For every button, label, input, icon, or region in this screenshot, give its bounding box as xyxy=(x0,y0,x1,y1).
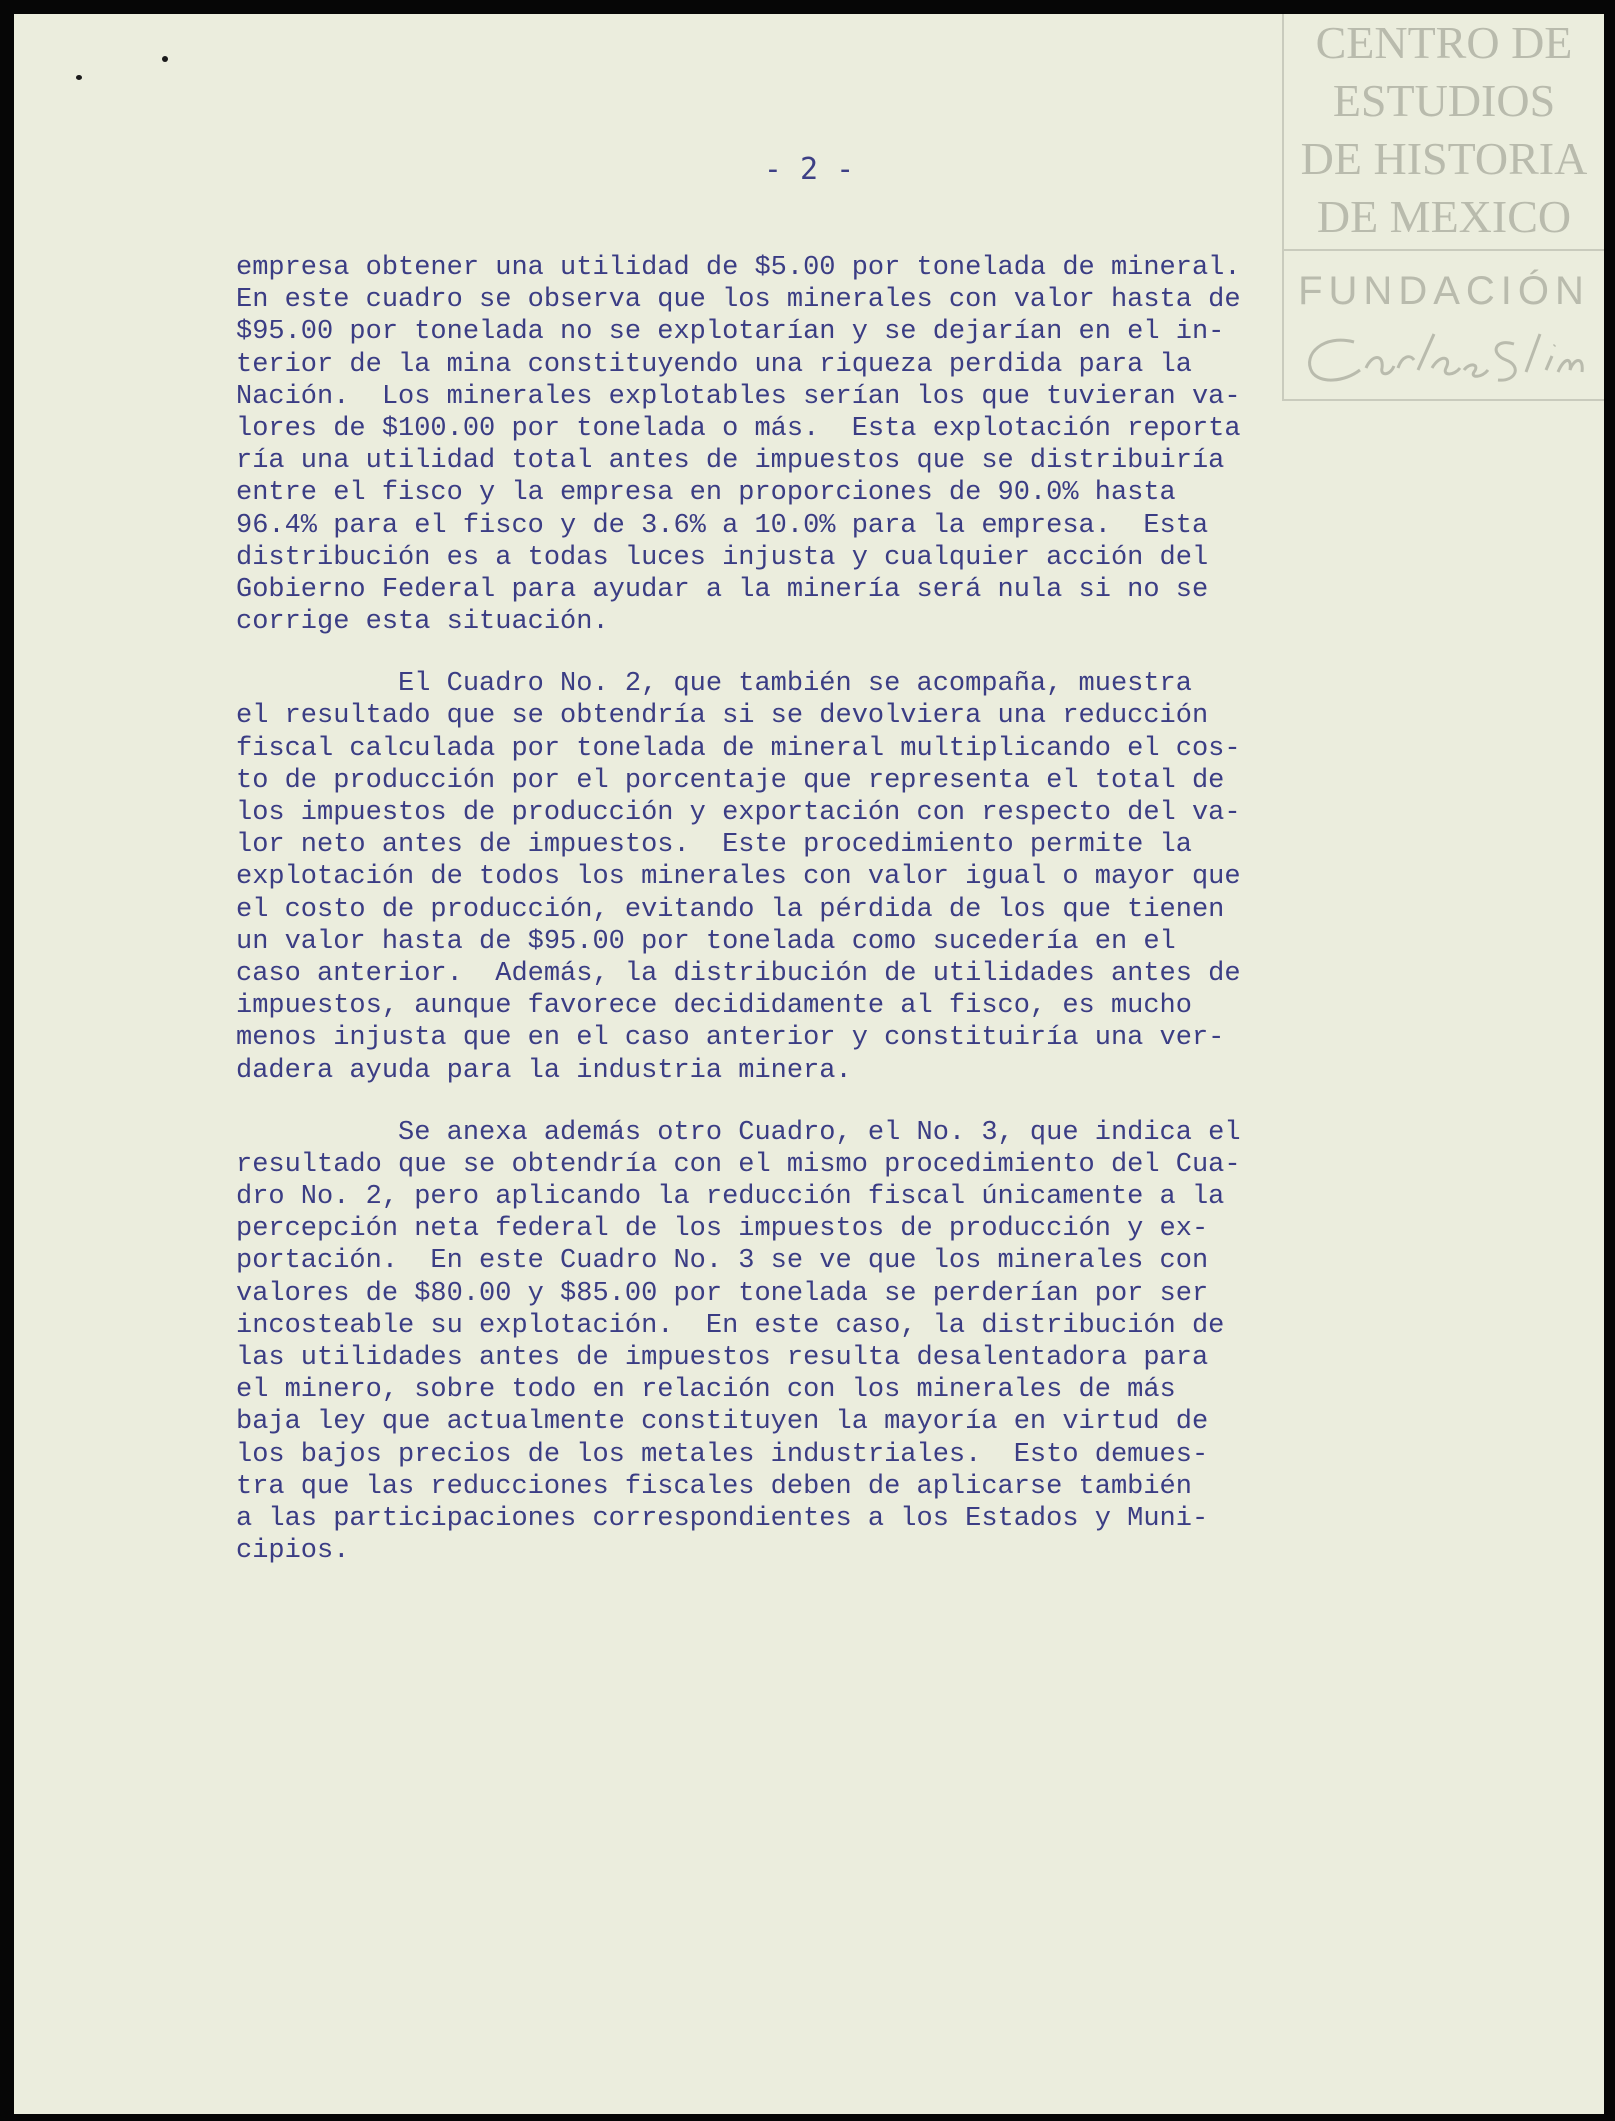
paragraph-spacer xyxy=(236,1087,1456,1117)
text-line: un valor hasta de $95.00 por tonelada como sucedería en el xyxy=(236,926,1176,957)
text-line: tra que las reducciones fiscales deben de aplicarse también xyxy=(236,1471,1192,1502)
watermark-line: DE MEXICO xyxy=(1316,191,1572,242)
text-line: to de producción por el porcentaje que representa el total de xyxy=(236,765,1225,796)
watermark-divider xyxy=(1284,249,1604,251)
text-line: lores de $100.00 por tonelada o más. Esta explotación reporta xyxy=(236,413,1241,444)
letter-body xyxy=(236,252,1456,1567)
text-line: impuestos, aunque favorece decididamente al fisco, es mucho xyxy=(236,991,1192,1022)
text-line: dro No. 2, pero aplicando la reducción fiscal únicamente a la xyxy=(236,1182,1225,1213)
text-line: a las participaciones correspondientes a los Estados y Muni- xyxy=(236,1503,1209,1534)
paragraph-spacer xyxy=(236,638,1456,668)
text-line: el resultado que se obtendría si se devolviera una reducción xyxy=(236,701,1209,732)
text-line: explotación de todos los minerales con valor igual o mayor que xyxy=(236,862,1241,893)
text-line: fiscal calculada por tonelada de mineral multiplicando el cos- xyxy=(236,733,1241,764)
text-line: caso anterior. Además, la distribución de utilidades antes de xyxy=(236,958,1241,989)
text-line: las utilidades antes de impuestos resulta desalentadora para xyxy=(236,1343,1209,1373)
watermark-title xyxy=(1284,14,1604,246)
text-line: Gobierno Federal para ayudar a la minería será nula si no se xyxy=(236,574,1209,605)
text-line: $95.00 por tonelada no se explotarían y se dejarían en el in- xyxy=(236,317,1225,348)
text-line: ría una utilidad total antes de impuestos que se distribuiría xyxy=(236,446,1225,477)
text-line: empresa obtener una utilidad de $5.00 por tonelada de mineral. xyxy=(236,253,1241,283)
text-line: Nación. Los minerales explotables serían los que tuvieran va- xyxy=(236,381,1241,412)
text-line: los impuestos de producción y exportación con respecto del va- xyxy=(236,798,1241,828)
paragraph xyxy=(236,252,1456,638)
text-line: 96.4% para el fisco y de 3.6% a 10.0% para la empresa. Esta xyxy=(236,510,1209,541)
text-line: lor neto antes de impuestos. Este procedimiento permite la xyxy=(236,830,1192,861)
text-line: el minero, sobre todo en relación con los minerales de más xyxy=(236,1375,1176,1406)
text-line: portación. En este Cuadro No. 3 se ve que los minerales con xyxy=(236,1246,1209,1277)
watermark-line: DE HISTORIA xyxy=(1300,133,1588,184)
text-line: distribución es a todas luces injusta y cualquier acción del xyxy=(236,542,1209,573)
text-line: los bajos precios de los metales industriales. Esto demues- xyxy=(236,1439,1209,1470)
paragraph xyxy=(236,1117,1456,1568)
ink-speck xyxy=(162,56,168,62)
text-line: Se anexa además otro Cuadro, el No. 3, que indica el xyxy=(236,1117,1241,1148)
page-number: - 2 - xyxy=(763,152,855,187)
text-line: El Cuadro No. 2, que también se acompaña, muestra xyxy=(236,669,1192,700)
text-line: percepción neta federal de los impuestos de producción y ex- xyxy=(236,1214,1209,1245)
text-line: corrige esta situación. xyxy=(236,607,609,638)
ink-speck xyxy=(76,75,82,80)
text-line: resultado que se obtendría con el mismo procedimiento del Cua- xyxy=(236,1149,1241,1180)
text-line: entre el fisco y la empresa en proporciones de 90.0% hasta xyxy=(236,478,1176,509)
text-line: terior de la mina constituyendo una riqueza perdida para la xyxy=(236,349,1192,380)
text-line: dadera ayuda para la industria minera. xyxy=(236,1055,852,1086)
text-line: baja ley que actualmente constituyen la mayoría en virtud de xyxy=(236,1407,1209,1438)
text-line: cipios. xyxy=(236,1536,350,1567)
text-line: menos injusta que en el caso anterior y constituiría una ver- xyxy=(236,1023,1225,1054)
watermark-line: ESTUDIOS xyxy=(1332,75,1556,126)
watermark-fundacion: FUNDACIÓN xyxy=(1298,269,1590,313)
text-line: el costo de producción, evitando la pérdida de los que tienen xyxy=(236,894,1225,925)
paragraph xyxy=(236,668,1456,1086)
text-line: valores de $80.00 y $85.00 por tonelada se perderían por ser xyxy=(236,1278,1209,1309)
text-line: En este cuadro se observa que los minerales con valor hasta de xyxy=(236,285,1241,316)
document-page xyxy=(14,14,1604,2114)
text-line: incosteable su explotación. En este caso, la distribución de xyxy=(236,1310,1225,1341)
watermark-line: CENTRO DE xyxy=(1315,17,1573,68)
